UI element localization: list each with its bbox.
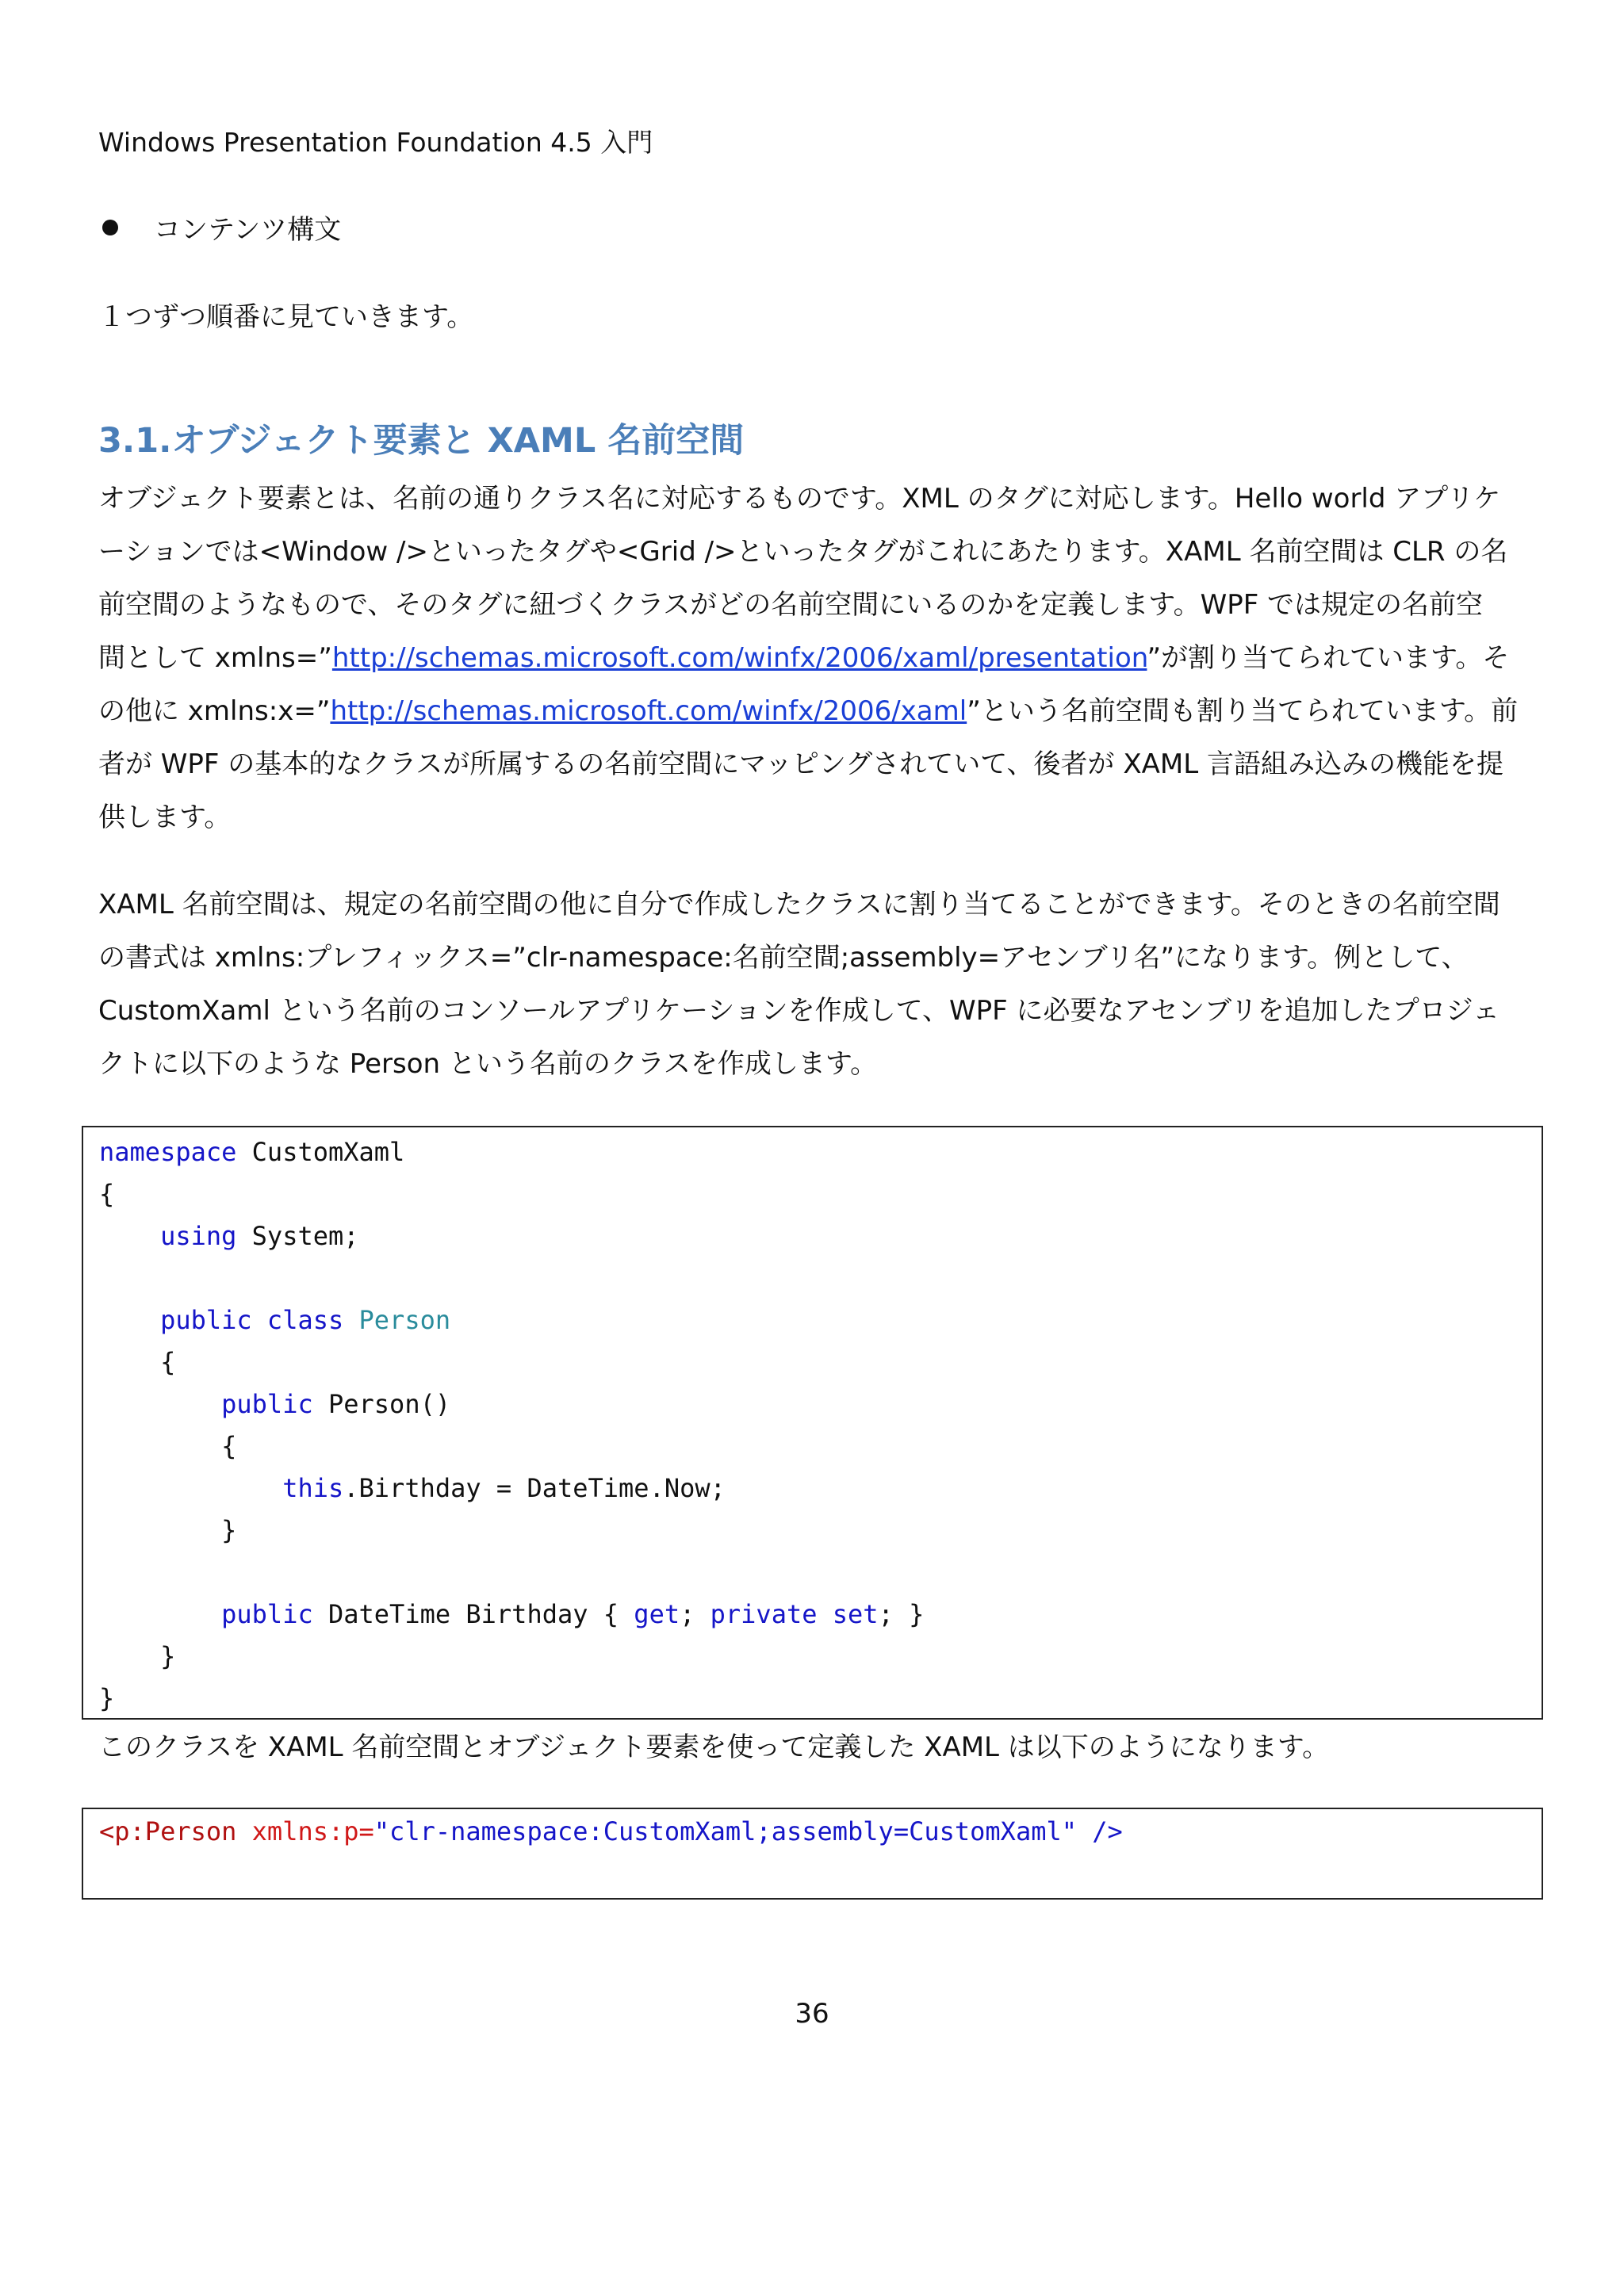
- code-text: .Birthday = DateTime.Now;: [343, 1473, 726, 1503]
- text-segment: ”という名前空間も割り当てられています。前: [967, 695, 1519, 727]
- code-text: }: [160, 1641, 176, 1671]
- xaml-tag-close: />: [1077, 1816, 1123, 1846]
- code-line: [83, 1257, 1542, 1299]
- xaml-namespace-link[interactable]: http://schemas.microsoft.com/winfx/2006/xaml: [330, 695, 967, 727]
- presentation-namespace-link[interactable]: http://schemas.microsoft.com/winfx/2006/xaml/presentation: [331, 642, 1147, 674]
- xaml-attribute-value: "clr-namespace:CustomXaml;assembly=CustomXaml": [373, 1816, 1077, 1846]
- code-keyword: public: [160, 1305, 252, 1335]
- code-line: [83, 1299, 1542, 1341]
- code-line: [83, 1636, 1542, 1678]
- paragraph-line: オブジェクト要素とは、名前の通りクラス名に対応するものです。XML のタグに対応します。Hello world アプリケ: [98, 483, 1501, 515]
- text-segment: 間として xmlns=”: [98, 642, 332, 674]
- code-caption: このクラスを XAML 名前空間とオブジェクト要素を使って定義した XAML は以下のようになります。: [98, 1732, 1330, 1763]
- code-line: [83, 1173, 1542, 1215]
- code-keyword: public: [221, 1599, 313, 1629]
- paragraph-line: クトに以下のような Person という名前のクラスを作成します。: [98, 1048, 878, 1080]
- code-line: [83, 1215, 1542, 1257]
- code-line: [83, 1341, 1542, 1383]
- xaml-tag: <p:Person: [99, 1816, 237, 1846]
- code-text: {: [99, 1179, 115, 1209]
- section-heading: 3.1.オブジェクト要素と XAML 名前空間: [98, 421, 745, 461]
- code-line: [83, 1383, 1542, 1425]
- code-line: [83, 1678, 1542, 1720]
- code-text: CustomXaml: [236, 1137, 405, 1167]
- code-keyword: using: [160, 1221, 237, 1251]
- code-line: [83, 1131, 1542, 1173]
- paragraph-line: [98, 632, 1549, 685]
- code-text: }: [99, 1683, 115, 1713]
- code-line: [83, 1425, 1542, 1468]
- code-line: [83, 1594, 1542, 1636]
- code-keyword: set: [832, 1599, 879, 1629]
- code-keyword: this: [282, 1473, 344, 1503]
- paragraph-object-elements: [98, 473, 1549, 844]
- code-text: ;: [680, 1599, 710, 1629]
- intro-text: １つずつ順番に見ていきます。: [98, 301, 474, 333]
- bullet-item: [98, 208, 341, 247]
- code-text: {: [221, 1431, 237, 1461]
- paragraph-line: CustomXaml という名前のコンソールアプリケーションを作成して、WPF に必要なアセンブリを追加したプロジェ: [98, 995, 1500, 1027]
- code-keyword: public: [221, 1389, 313, 1419]
- xaml-code-block: [82, 1808, 1543, 1900]
- paragraph-line: ーションでは<Window />といったタグや<Grid />といったタグがこれにあたります。XAML 名前空間は CLR の名: [98, 536, 1508, 568]
- csharp-code-block: [82, 1126, 1543, 1720]
- paragraph-line: XAML 名前空間は、規定の名前空間の他に自分で作成したクラスに割り当てることができます。そのときの名前空間: [98, 889, 1500, 920]
- running-header: Windows Presentation Foundation 4.5 入門: [98, 127, 653, 158]
- code-line: [83, 1468, 1542, 1510]
- paragraph-line: 者が WPF の基本的なクラスが所属するの名前空間にマッピングされていて、後者が XAML 言語組み込みの機能を提: [98, 748, 1503, 780]
- code-text: ; }: [878, 1599, 925, 1629]
- bullet-text: コンテンツ構文: [154, 214, 342, 246]
- bullet-dot-icon: [102, 220, 118, 235]
- code-type: Person: [358, 1305, 451, 1335]
- code-text: Person(): [312, 1389, 451, 1419]
- code-keyword: class: [266, 1305, 344, 1335]
- code-line: [83, 1552, 1542, 1594]
- paragraph-line: 前空間のようなもので、そのタグに紐づくクラスがどの名前空間にいるのかを定義します。WPF では規定の名前空: [98, 589, 1484, 621]
- code-keyword: private: [710, 1599, 818, 1629]
- paragraph-xaml-namespace: [98, 878, 1549, 1091]
- code-text: {: [160, 1347, 176, 1377]
- code-text: DateTime Birthday {: [312, 1599, 634, 1629]
- xaml-attribute: xmlns:p=: [236, 1816, 374, 1846]
- code-line: [83, 1510, 1542, 1552]
- paragraph-line: の書式は xmlns:プレフィックス=”clr-namespace:名前空間;assembly=アセンブリ名”になります。例として、: [98, 942, 1469, 974]
- code-text: }: [221, 1515, 237, 1545]
- code-line: [83, 1811, 1542, 1853]
- paragraph-line: [98, 685, 1549, 738]
- text-segment: の他に xmlns:x=”: [98, 695, 331, 727]
- paragraph-line: 供します。: [98, 802, 232, 833]
- text-segment: ”が割り当てられています。そ: [1147, 642, 1510, 674]
- page-number: 36: [795, 1998, 829, 2030]
- code-text: System;: [236, 1221, 359, 1251]
- code-keyword: namespace: [99, 1137, 237, 1167]
- code-keyword: get: [634, 1599, 680, 1629]
